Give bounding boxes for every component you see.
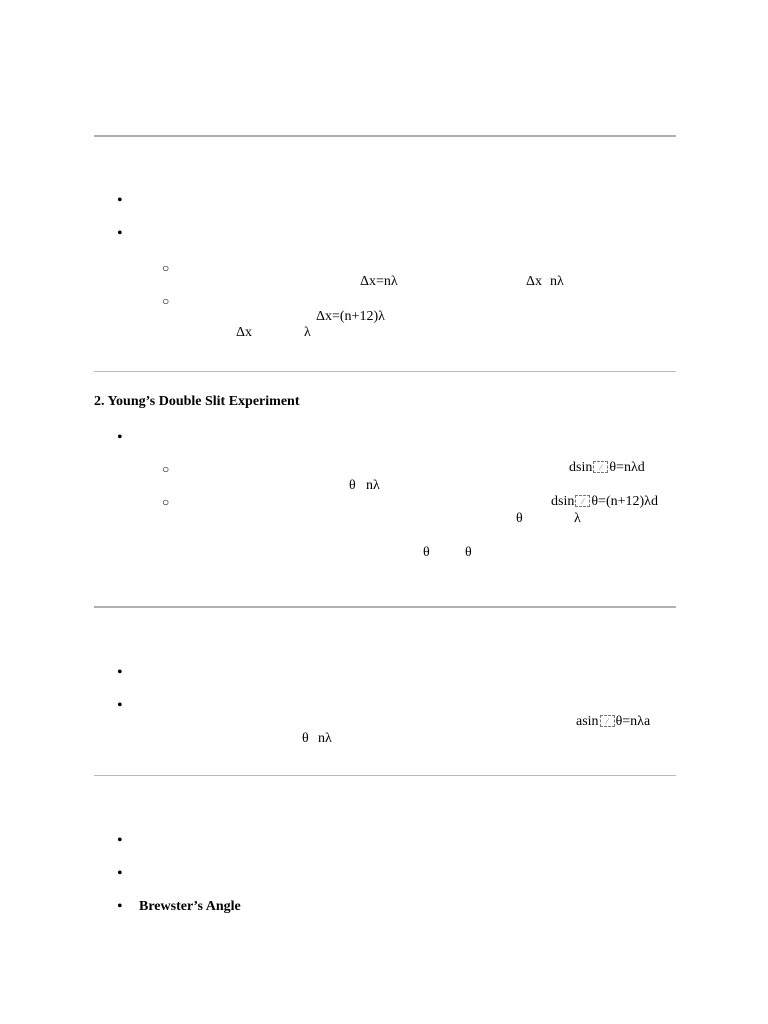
equation-dark-fringes	[551, 494, 658, 510]
equation-destructive-path: Δx=(n+12)λ	[316, 309, 385, 324]
symbol-n-lambda: nλ	[366, 478, 380, 493]
bullet-point: •	[117, 225, 123, 242]
symbol-theta: θ	[516, 511, 523, 526]
missing-glyph-icon: ⁄	[600, 715, 615, 727]
symbol-theta: θ	[465, 545, 472, 560]
symbol-n-lambda: nλ	[550, 274, 564, 289]
bullet-point: •	[117, 664, 123, 681]
equation-suffix: θ=nλa	[615, 714, 651, 729]
bullet-point: •	[117, 697, 123, 714]
bullet-point: •	[117, 898, 123, 915]
symbol-theta: θ	[302, 731, 309, 746]
equation-bright-fringes	[569, 460, 645, 476]
symbol-lambda: λ	[304, 325, 311, 340]
section-divider-top	[94, 135, 676, 137]
section-divider	[94, 606, 676, 608]
equation-prefix: asin	[576, 714, 599, 729]
equation-prefix: dsin	[551, 494, 575, 509]
section-divider	[94, 371, 676, 372]
section-divider	[94, 775, 676, 776]
symbol-lambda: λ	[574, 511, 581, 526]
symbol-n-lambda: nλ	[318, 731, 332, 746]
symbol-delta-x: Δx	[236, 325, 253, 340]
symbol-theta: θ	[349, 478, 356, 493]
symbol-delta-x: Δx	[526, 274, 543, 289]
missing-glyph-icon: ⁄	[593, 461, 608, 473]
bullet-point: •	[117, 832, 123, 849]
symbol-theta: θ	[423, 545, 430, 560]
sub-bullet-point: ○	[162, 462, 170, 476]
missing-glyph-icon: ⁄	[575, 495, 590, 507]
equation-constructive-path: Δx=nλ	[360, 274, 398, 289]
bullet-point: •	[117, 429, 123, 446]
equation-prefix: dsin	[569, 460, 593, 475]
equation-suffix: θ=nλd	[609, 460, 645, 475]
section-heading-youngs-double-slit: 2. Young’s Double Slit Experiment	[94, 394, 300, 409]
brewsters-angle-label: Brewster’s Angle	[139, 899, 241, 914]
equation-suffix: θ=(n+12)λd	[591, 494, 658, 509]
sub-bullet-point: ○	[162, 495, 170, 509]
sub-bullet-point: ○	[162, 261, 170, 275]
sub-bullet-point: ○	[162, 294, 170, 308]
bullet-point: •	[117, 865, 123, 882]
equation-single-slit-minima	[576, 714, 650, 730]
bullet-point: •	[117, 192, 123, 209]
